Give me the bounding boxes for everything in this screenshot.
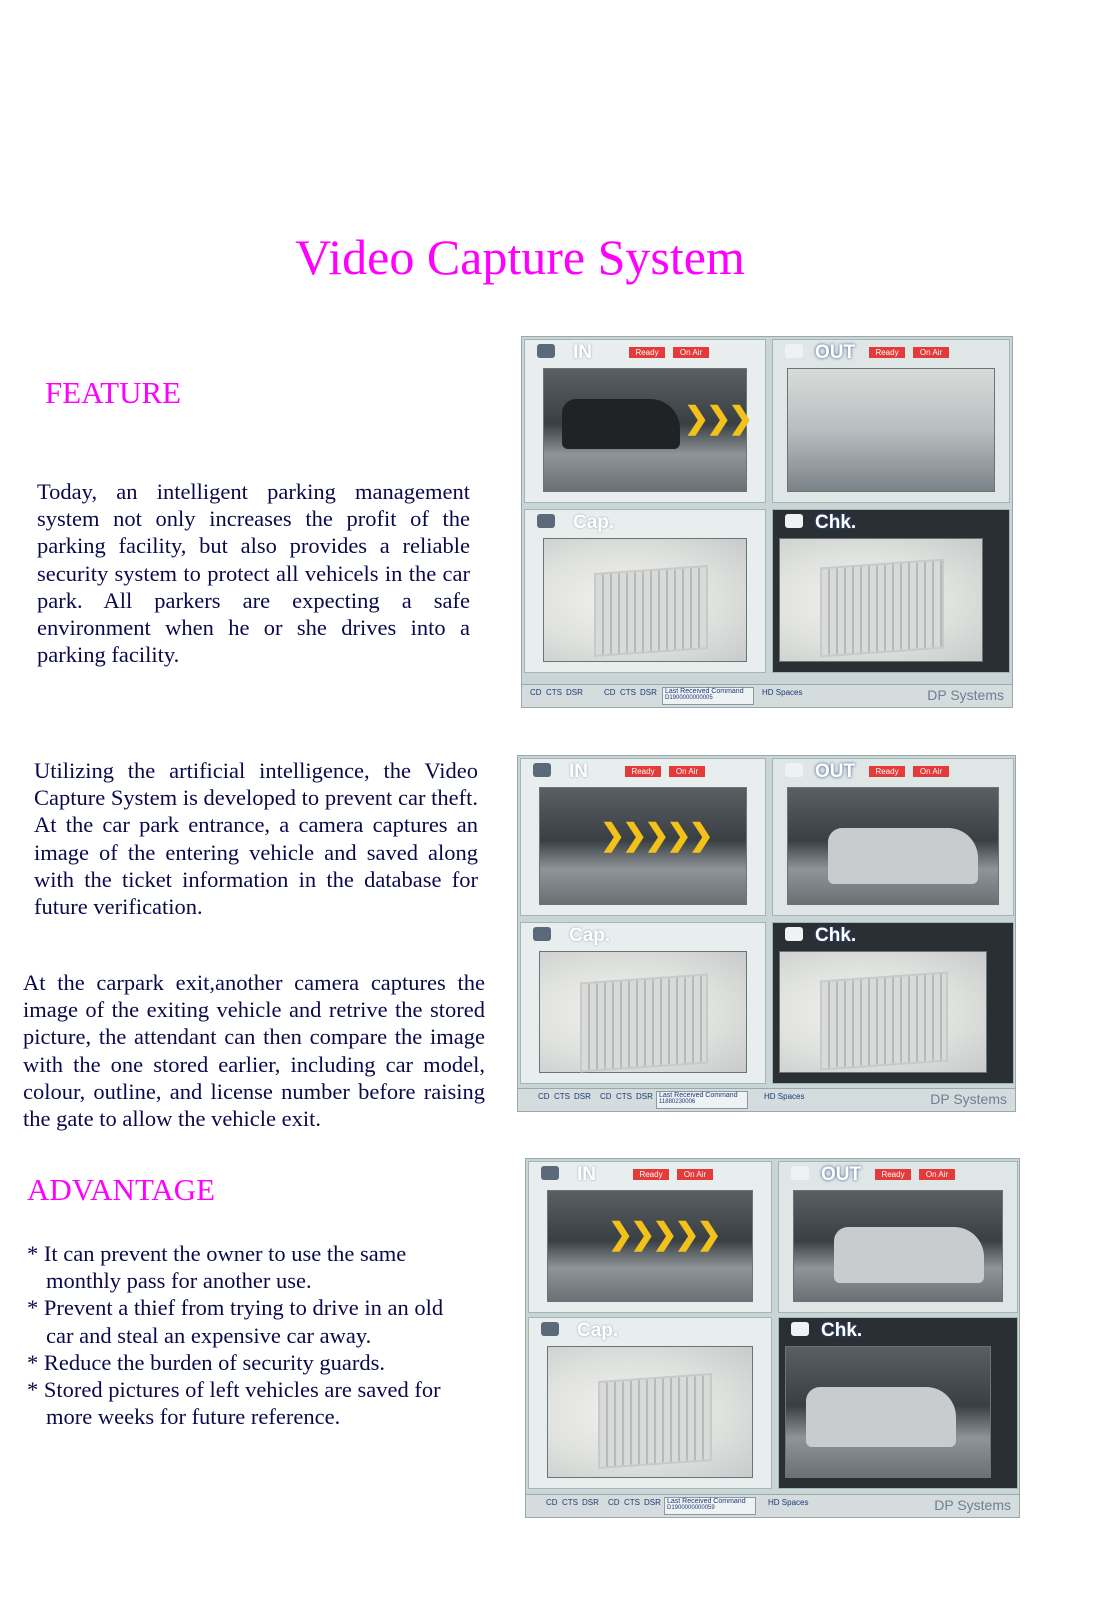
captured-image bbox=[547, 1346, 753, 1478]
ready-badge: Ready bbox=[629, 347, 665, 358]
panel-chk-label: Chk. bbox=[815, 512, 857, 533]
advantage-list bbox=[27, 1240, 447, 1430]
dsr-indicator: DSR bbox=[582, 1498, 599, 1507]
hd-spaces-label: HD Spaces bbox=[768, 1498, 809, 1507]
ready-badge: Ready bbox=[869, 766, 905, 777]
camera-image-in bbox=[547, 1190, 753, 1302]
panel-cap bbox=[528, 1317, 772, 1489]
camera-icon bbox=[533, 927, 551, 941]
on-air-badge: On Air bbox=[673, 347, 709, 358]
windows-logo-icon bbox=[820, 559, 944, 658]
car-image bbox=[562, 399, 680, 449]
cd-indicator: CD bbox=[600, 1092, 612, 1101]
screenshot-3 bbox=[525, 1158, 1020, 1518]
camera-icon bbox=[785, 763, 803, 777]
check-icon bbox=[785, 514, 803, 528]
on-air-badge: On Air bbox=[913, 347, 949, 358]
brand-label: DP Systems bbox=[930, 1091, 1007, 1107]
status-bar bbox=[526, 1494, 1019, 1517]
screenshot-1 bbox=[521, 336, 1013, 708]
feature-paragraph-3-text: At the carpark exit,another camera captures the image of the exiting vehicle and retrive the stored picture, the attendant can then compare the image with the one stored earlier, including car model, colour, outline, and license number before raising the gate to allow the vehicle exit. bbox=[23, 970, 485, 1132]
status-bar bbox=[518, 1088, 1015, 1111]
last-command-value: 11880230006 bbox=[659, 1099, 696, 1105]
panel-chk bbox=[772, 509, 1010, 673]
check-icon bbox=[791, 1322, 809, 1336]
last-command-value: D1900000000005 bbox=[665, 695, 713, 701]
dsr-indicator: DSR bbox=[644, 1498, 661, 1507]
windows-logo-icon bbox=[598, 1373, 712, 1469]
camera-icon bbox=[791, 1166, 809, 1180]
ready-badge: Ready bbox=[869, 347, 905, 358]
on-air-badge: On Air bbox=[669, 766, 705, 777]
check-image bbox=[779, 951, 987, 1073]
on-air-badge: On Air bbox=[677, 1169, 713, 1180]
last-command-label: Last Received Command bbox=[665, 688, 744, 695]
ready-badge: Ready bbox=[625, 766, 661, 777]
camera-icon bbox=[785, 344, 803, 358]
advantage-item-1: * It can prevent the owner to use the same monthly pass for another use. bbox=[27, 1241, 407, 1294]
dsr-indicator: DSR bbox=[640, 688, 657, 697]
panel-chk bbox=[778, 1317, 1018, 1489]
cd-indicator: CD bbox=[538, 1092, 550, 1101]
on-air-badge: On Air bbox=[919, 1169, 955, 1180]
panel-cap bbox=[520, 922, 766, 1084]
panel-out-label: OUT bbox=[815, 761, 856, 782]
camera-icon bbox=[537, 514, 555, 528]
status-bar bbox=[522, 684, 1012, 707]
panel-in bbox=[528, 1161, 772, 1313]
feature-heading: FEATURE bbox=[45, 375, 182, 410]
ready-badge: Ready bbox=[875, 1169, 911, 1180]
advantage-heading: ADVANTAGE bbox=[27, 1172, 216, 1207]
windows-logo-icon bbox=[820, 972, 948, 1071]
panel-out bbox=[772, 758, 1014, 916]
dsr-indicator: DSR bbox=[566, 688, 583, 697]
panel-in-label: IN bbox=[569, 761, 588, 782]
panel-cap bbox=[524, 509, 766, 673]
panel-out-label: OUT bbox=[821, 1164, 862, 1185]
chevron-sign: ❯❯❯❯❯ bbox=[600, 819, 711, 852]
camera-image-in bbox=[539, 787, 747, 905]
on-air-badge: On Air bbox=[913, 766, 949, 777]
last-command-label: Last Received Command bbox=[667, 1498, 746, 1505]
windows-logo-icon bbox=[580, 974, 708, 1073]
advantage-item-2: * Prevent a thief from trying to drive in an old car and steal an expensive car away. bbox=[27, 1295, 444, 1348]
dsr-indicator: DSR bbox=[636, 1092, 653, 1101]
panel-out bbox=[778, 1161, 1018, 1313]
cd-indicator: CD bbox=[604, 688, 616, 697]
panel-out bbox=[772, 339, 1010, 503]
brand-label: DP Systems bbox=[927, 687, 1004, 703]
cd-indicator: CD bbox=[608, 1498, 620, 1507]
hd-spaces-label: HD Spaces bbox=[762, 688, 803, 697]
captured-image bbox=[543, 538, 747, 662]
cts-indicator: CTS bbox=[562, 1498, 578, 1507]
panel-chk bbox=[772, 922, 1014, 1084]
panel-in bbox=[520, 758, 766, 916]
feature-paragraph-1-text: Today, an intelligent parking management system not only increases the profit of the parking facility, but also provides a reliable security system to protect all vehicels in the car park. All parkers are expecting a safe environment when he or she drives into a parking facility. bbox=[37, 479, 470, 668]
cd-indicator: CD bbox=[530, 688, 542, 697]
panel-cap-label: Cap. bbox=[569, 925, 611, 946]
panel-cap-label: Cap. bbox=[573, 512, 615, 533]
cts-indicator: CTS bbox=[616, 1092, 632, 1101]
panel-in bbox=[524, 339, 766, 503]
camera-icon bbox=[541, 1322, 559, 1336]
car-image bbox=[834, 1227, 984, 1283]
advantage-item-4: * Stored pictures of left vehicles are saved for more weeks for future reference. bbox=[27, 1377, 441, 1430]
cd-indicator: CD bbox=[546, 1498, 558, 1507]
hd-spaces-label: HD Spaces bbox=[764, 1092, 805, 1101]
last-command-box bbox=[656, 1091, 748, 1109]
page-title: Video Capture System bbox=[295, 229, 745, 285]
cts-indicator: CTS bbox=[624, 1498, 640, 1507]
car-image bbox=[828, 828, 978, 884]
camera-icon bbox=[533, 763, 551, 777]
advantage-item-3: * Reduce the burden of security guards. bbox=[27, 1349, 386, 1375]
ready-badge: Ready bbox=[633, 1169, 669, 1180]
panel-cap-label: Cap. bbox=[577, 1320, 619, 1341]
panel-in-label: IN bbox=[577, 1164, 596, 1185]
check-image bbox=[779, 538, 983, 662]
camera-image-in bbox=[543, 368, 751, 492]
chevron-sign: ❯❯❯❯❯ bbox=[608, 1218, 719, 1251]
car-image bbox=[806, 1387, 956, 1447]
cts-indicator: CTS bbox=[546, 688, 562, 697]
last-command-box bbox=[662, 687, 754, 705]
panel-chk-label: Chk. bbox=[815, 925, 857, 946]
check-image bbox=[785, 1346, 991, 1478]
camera-image-out bbox=[787, 368, 995, 492]
cts-indicator: CTS bbox=[620, 688, 636, 697]
camera-icon bbox=[541, 1166, 559, 1180]
feature-paragraph-2-text: Utilizing the artificial intelligence, the Video Capture System is developed to prevent car theft. At the car park entrance, a camera captures an image of the entering vehicle and saved along with the ticket information in the database for future verification. bbox=[34, 758, 478, 920]
feature-paragraph-1 bbox=[37, 478, 470, 668]
brand-label: DP Systems bbox=[934, 1497, 1011, 1513]
panel-in-label: IN bbox=[573, 342, 592, 363]
last-command-label: Last Received Command bbox=[659, 1092, 738, 1099]
camera-image-out bbox=[793, 1190, 1003, 1302]
screenshot-2 bbox=[517, 755, 1016, 1112]
panel-out-label: OUT bbox=[815, 342, 856, 363]
feature-paragraph-2 bbox=[34, 757, 478, 920]
check-icon bbox=[785, 927, 803, 941]
camera-icon bbox=[537, 344, 555, 358]
panel-chk-label: Chk. bbox=[821, 1320, 863, 1341]
camera-image-out bbox=[787, 787, 999, 905]
captured-image bbox=[539, 951, 747, 1073]
chevron-sign: ❯❯❯ bbox=[684, 402, 751, 435]
windows-logo-icon bbox=[594, 565, 708, 657]
dsr-indicator: DSR bbox=[574, 1092, 591, 1101]
feature-paragraph-3 bbox=[23, 969, 485, 1132]
last-command-value: D1900000000059 bbox=[667, 1505, 715, 1511]
cts-indicator: CTS bbox=[554, 1092, 570, 1101]
last-command-box bbox=[664, 1497, 756, 1515]
